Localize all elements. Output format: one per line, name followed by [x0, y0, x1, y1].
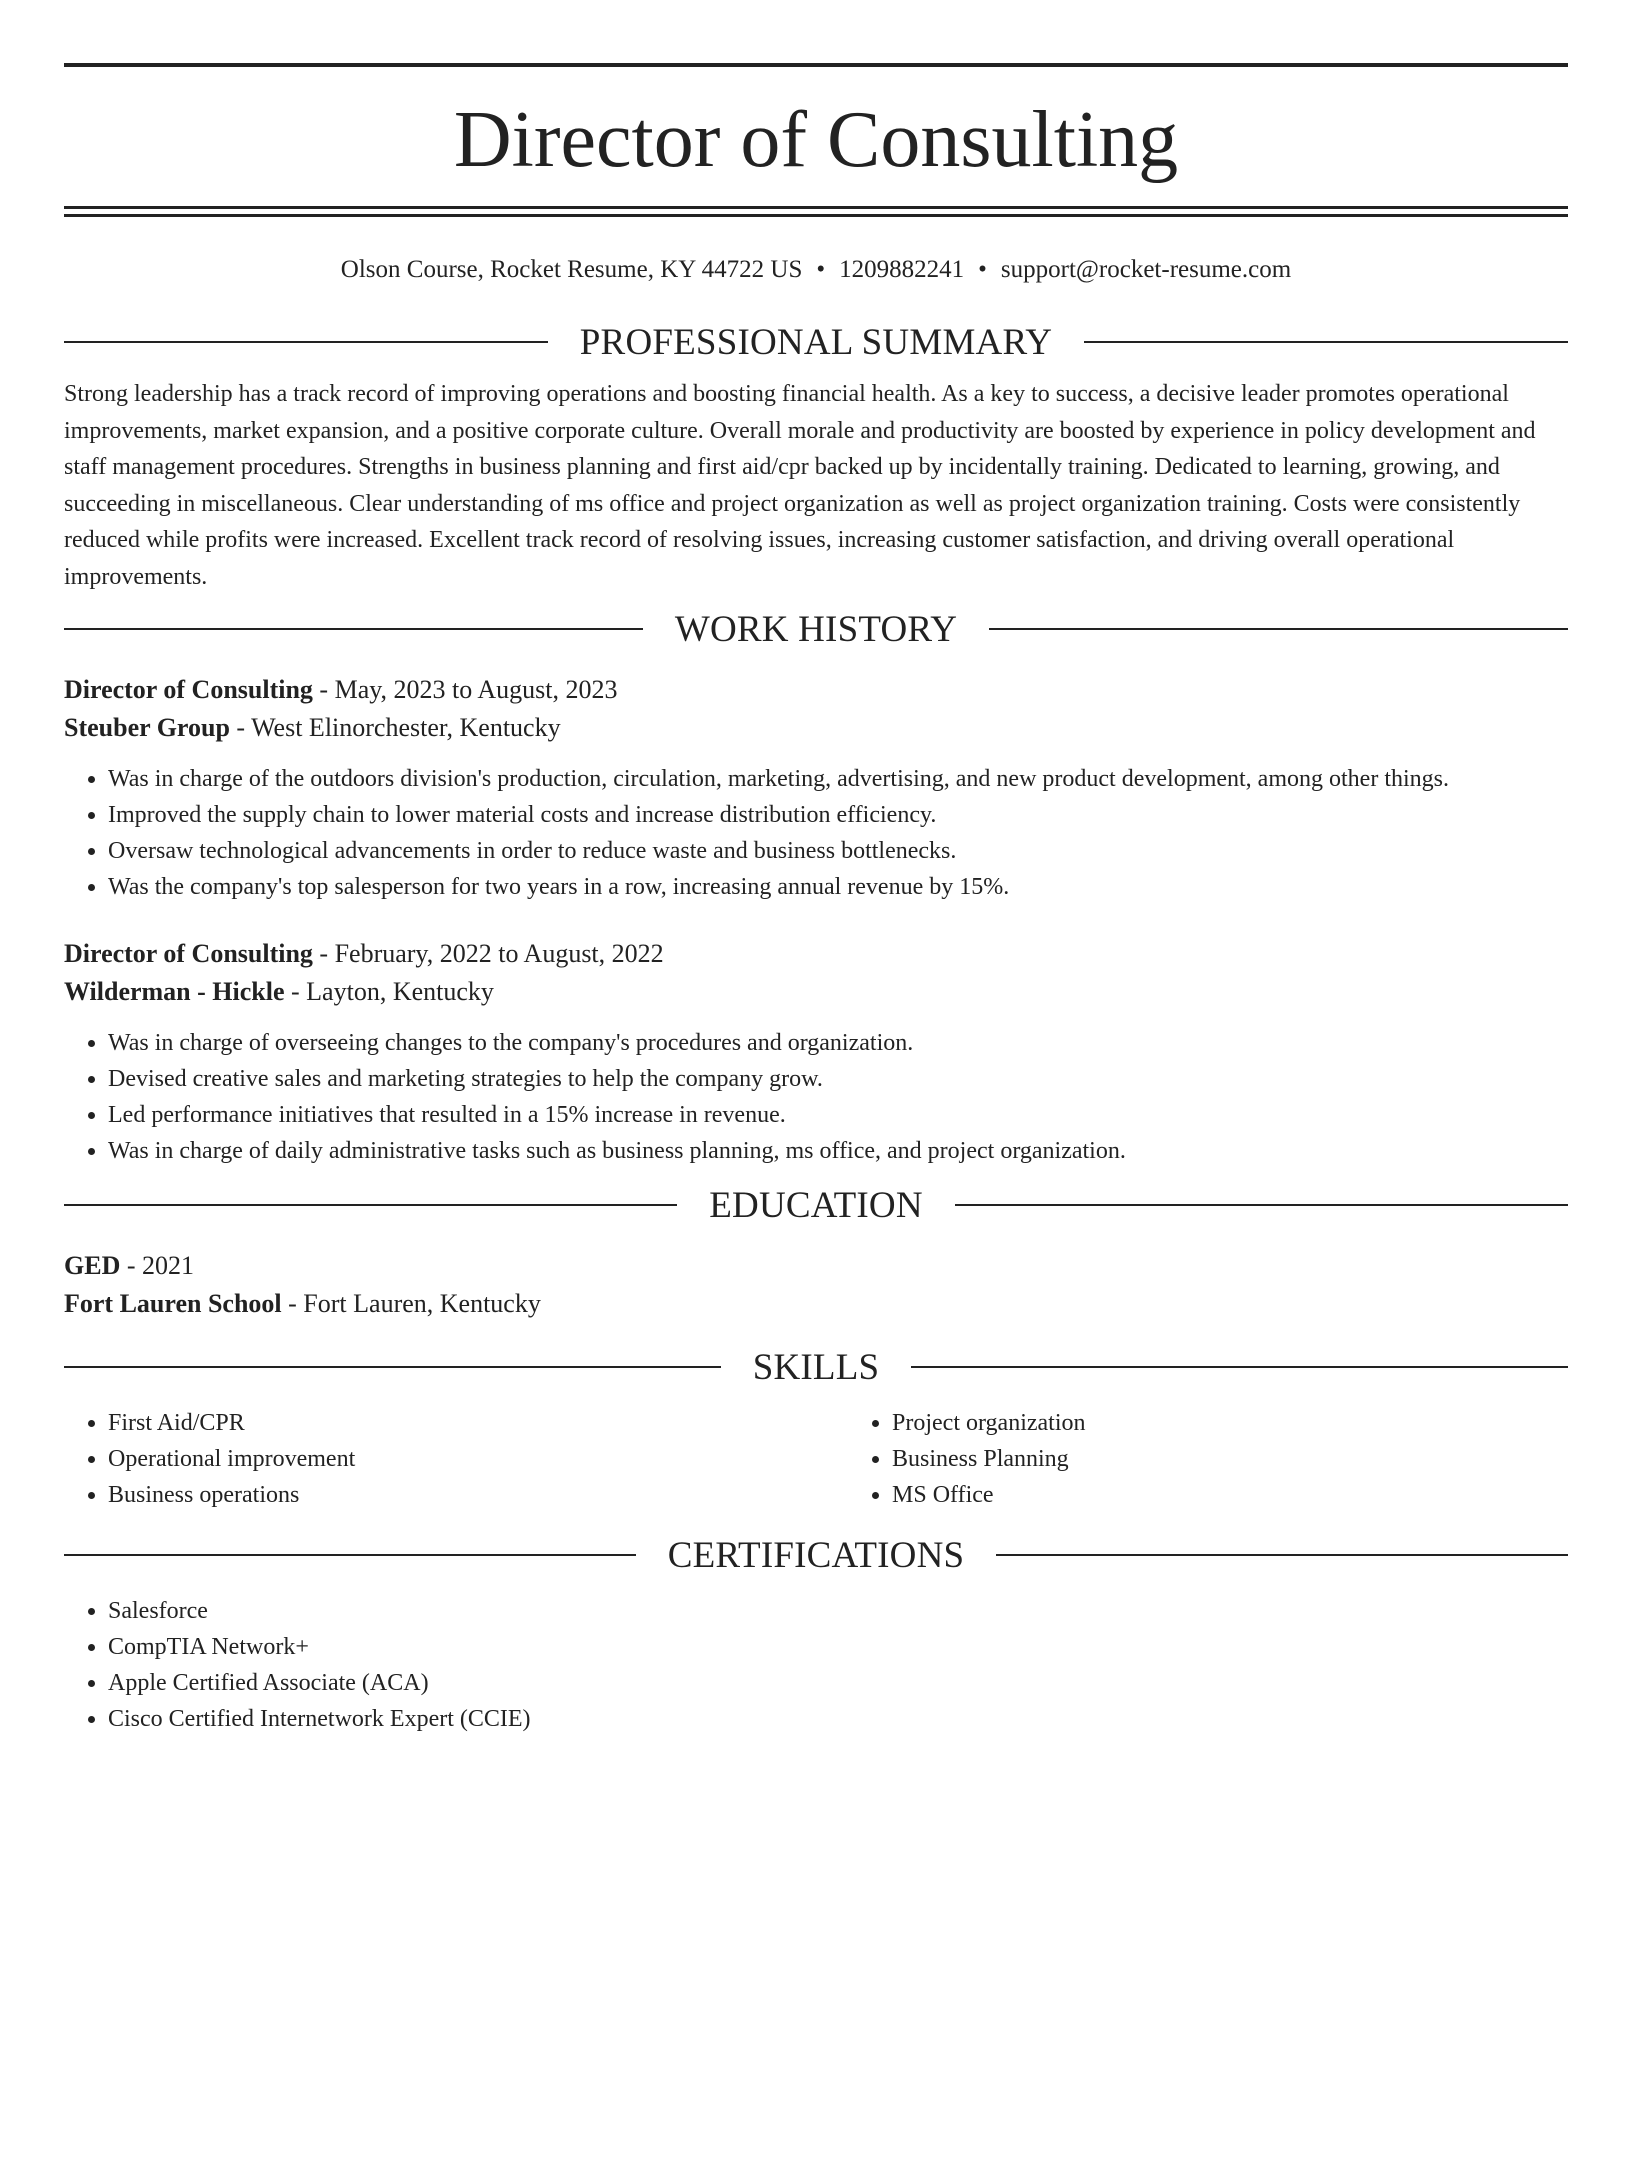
certifications-list	[64, 1593, 1568, 1737]
list-item: • Improved the supply chain to lower material costs and increase distribution efficiency.	[108, 797, 1568, 833]
heading-rule	[955, 1204, 1568, 1206]
contact-phone: 1209882241	[839, 256, 965, 283]
skills-list	[64, 1405, 1568, 1513]
heading-rule	[64, 1554, 636, 1556]
job-company-line	[64, 973, 1568, 1011]
resume-page	[0, 63, 1632, 2175]
section-title: PROFESSIONAL SUMMARY	[579, 321, 1053, 363]
section-title: SKILLS	[752, 1346, 880, 1388]
heading-rule	[1084, 341, 1568, 343]
job-title-line	[64, 935, 1568, 973]
job-bullets	[64, 1025, 1568, 1169]
job-company: Steuber Group	[64, 713, 230, 742]
list-item: • Was in charge of overseeing changes to the company's procedures and organization.	[108, 1025, 1568, 1061]
section-heading-summary	[64, 320, 1568, 364]
heading-rule	[989, 628, 1568, 630]
list-item: • MS Office	[892, 1477, 1568, 1513]
list-item: • Devised creative sales and marketing strategies to help the company grow.	[108, 1061, 1568, 1097]
job-dates: - May, 2023 to August, 2023	[312, 675, 618, 704]
heading-rule	[64, 1366, 721, 1368]
skills-column-right	[848, 1405, 1568, 1513]
summary-text: Strong leadership has a track record of improving operations and boosting financial health. As a key to success, a decisive leader promotes operational improvements, market expansion, and a positive corporate culture. Overall morale and productivity are boosted by experience in policy development and staff management procedures. Strengths in business planning and first aid/cpr backed up by incidentally training. Dedicated to learning, growing, and succeeding in miscellaneous. Clear understanding of ms office and project organization as well as project organization training. Costs were consistently reduced while profits were increased. Excellent track record of resolving issues, increasing customer satisfaction, and driving overall operational improvements.	[64, 381, 1536, 590]
section-heading-skills	[64, 1345, 1568, 1389]
job-title: Director of Consulting	[64, 675, 313, 704]
section-title: WORK HISTORY	[674, 608, 958, 650]
job-entry	[64, 671, 1568, 905]
job-company: Wilderman - Hickle	[64, 977, 285, 1006]
list-item: • Was in charge of the outdoors division's production, circulation, marketing, advertising, and new product development, among other things.	[108, 761, 1568, 797]
list-item: • Business operations	[108, 1477, 848, 1513]
list-item: • Was the company's top salesperson for two years in a row, increasing annual revenue by 15%.	[108, 869, 1568, 905]
contact-email: support@rocket-resume.com	[1000, 256, 1292, 283]
header-top-rule	[64, 63, 1568, 67]
contact-address: Olson Course, Rocket Resume, KY 44722 US	[340, 256, 803, 283]
heading-rule	[64, 341, 548, 343]
education-degree-line	[64, 1247, 1568, 1285]
contact-separator: •	[978, 256, 987, 283]
job-company-line	[64, 709, 1568, 747]
education-school: Fort Lauren School	[64, 1289, 282, 1318]
section-heading-education	[64, 1183, 1568, 1227]
job-title: Director of Consulting	[64, 939, 313, 968]
education-year: - 2021	[120, 1251, 195, 1280]
list-item: • Was in charge of daily administrative tasks such as business planning, ms office, and project organization.	[108, 1133, 1568, 1169]
job-title-line	[64, 671, 1568, 709]
heading-rule	[64, 628, 643, 630]
job-location: - Layton, Kentucky	[284, 977, 494, 1006]
list-item: • Cisco Certified Internetwork Expert (CCIE)	[108, 1701, 1568, 1737]
header-double-rule	[64, 206, 1568, 217]
contact-separator: •	[816, 256, 826, 283]
section-heading-work	[64, 607, 1568, 651]
heading-rule	[996, 1554, 1568, 1556]
list-item: • CompTIA Network+	[108, 1629, 1568, 1665]
list-item: • First Aid/CPR	[108, 1405, 848, 1441]
skills-column-left	[64, 1405, 848, 1513]
job-location: - West Elinorchester, Kentucky	[229, 713, 561, 742]
list-item: • Led performance initiatives that resulted in a 15% increase in revenue.	[108, 1097, 1568, 1133]
education-entry	[64, 1247, 1568, 1323]
job-bullets	[64, 761, 1568, 905]
heading-rule	[911, 1366, 1568, 1368]
education-location: - Fort Lauren, Kentucky	[281, 1289, 541, 1318]
heading-rule	[64, 1204, 677, 1206]
list-item: • Oversaw technological advancements in order to reduce waste and business bottlenecks.	[108, 833, 1568, 869]
list-item: • Salesforce	[108, 1593, 1568, 1629]
section-title: EDUCATION	[709, 1184, 923, 1226]
section-title: CERTIFICATIONS	[667, 1534, 965, 1576]
page-title: Director of Consulting	[453, 96, 1179, 184]
job-dates: - February, 2022 to August, 2022	[312, 939, 664, 968]
section-heading-certifications	[64, 1533, 1568, 1577]
list-item: • Business Planning	[892, 1441, 1568, 1477]
list-item: • Apple Certified Associate (ACA)	[108, 1665, 1568, 1701]
education-school-line	[64, 1285, 1568, 1323]
list-item: • Project organization	[892, 1405, 1568, 1441]
contact-line	[64, 253, 1568, 287]
list-item: • Operational improvement	[108, 1441, 848, 1477]
education-degree: GED	[64, 1251, 121, 1280]
job-entry	[64, 935, 1568, 1169]
